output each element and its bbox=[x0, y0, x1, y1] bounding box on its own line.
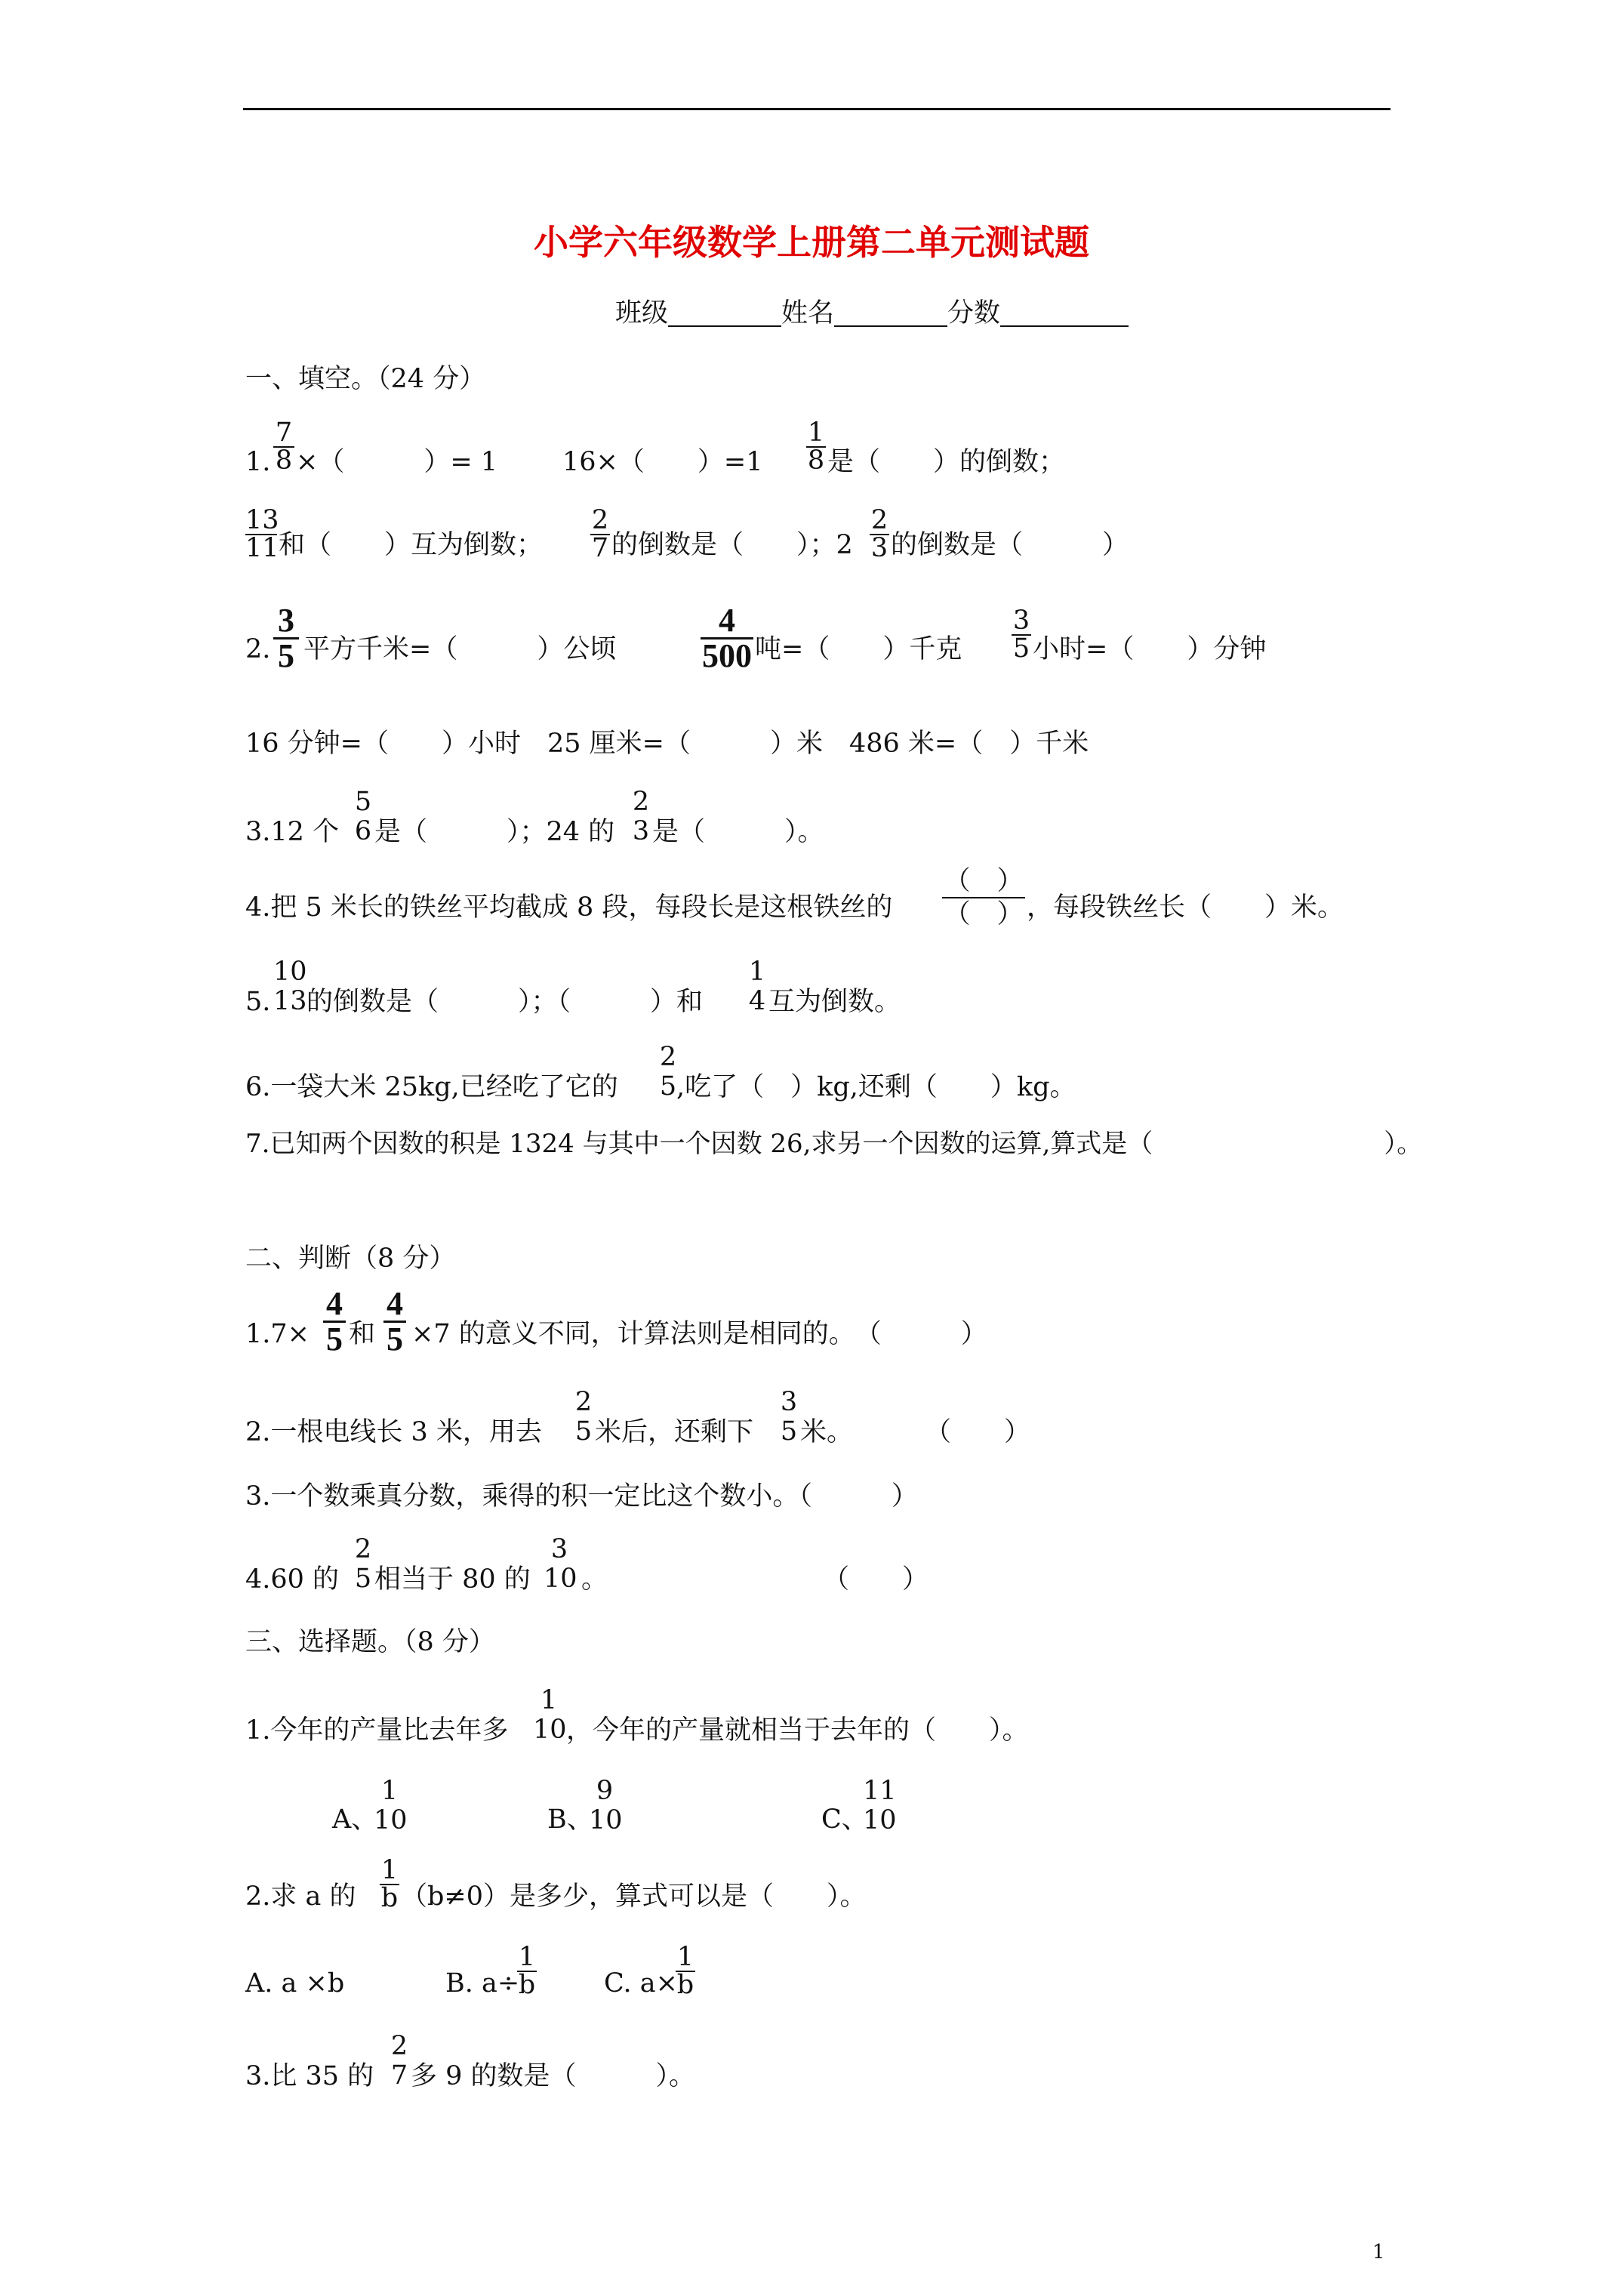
fraction-4-500-bold: 4 500 bbox=[702, 602, 752, 674]
q1-text-1: ×（ ）= 1 bbox=[296, 447, 498, 477]
fraction-4-5-bold-a: 4 5 bbox=[323, 1287, 346, 1356]
header-rule bbox=[243, 108, 1390, 110]
q1b-text-3: 的倒数是（ ） bbox=[891, 530, 1129, 560]
q1b-text-2: 的倒数是（ ）；2 bbox=[611, 530, 853, 560]
fraction-2-3b: 2 3 bbox=[632, 787, 650, 846]
fraction-2-5-j2: 2 5 bbox=[574, 1387, 593, 1447]
j1-text-2: 和 bbox=[349, 1319, 376, 1349]
student-info-line bbox=[615, 298, 1129, 327]
q5-text-2: 的倒数是（ ）；（ ）和 bbox=[306, 987, 704, 1017]
fraction-2-3: 2 3 bbox=[870, 505, 888, 563]
c1-option-a-label[interactable]: A、 bbox=[332, 1804, 378, 1835]
q1-text-2: 16×（ ）=1 bbox=[562, 447, 763, 477]
q7-text: 7.已知两个因数的积是 1324 与其中一个因数 26,求另一个因数的运算,算式是（ ）。 bbox=[245, 1129, 1423, 1159]
j2-text-1: 2.一根电线长 3 米，用去 bbox=[245, 1417, 542, 1447]
score-blank[interactable] bbox=[1000, 298, 1129, 327]
name-blank[interactable] bbox=[834, 298, 947, 327]
fraction-2-7: 2 7 bbox=[591, 505, 609, 563]
fraction-blank-blank[interactable]: （ ） （ ） bbox=[942, 868, 1025, 928]
q2-prefix: 2. bbox=[245, 634, 271, 664]
fraction-2-5: 2 5 bbox=[659, 1042, 677, 1102]
fraction-2-5-j4: 2 5 bbox=[354, 1534, 372, 1594]
c2-text-1: 2.求 a 的 bbox=[245, 1881, 356, 1912]
fraction-1-b: 1 b bbox=[380, 1855, 399, 1913]
j2-text-3: 米。 bbox=[800, 1417, 854, 1447]
q2b-text: 16 分钟=（ ）小时 25 厘米=（ ）米 486 米=（ ）千米 bbox=[245, 729, 1089, 759]
c1-option-b-label[interactable]: B、 bbox=[547, 1804, 593, 1835]
fraction-5-6: 5 6 bbox=[354, 787, 372, 846]
section-2-heading: 二、判断（8 分） bbox=[245, 1244, 456, 1274]
j4-text-2: 相当于 80 的 bbox=[374, 1564, 531, 1595]
c1-option-b-fraction: 9 10 bbox=[589, 1776, 623, 1835]
section-3-heading: 三、选择题。（8 分） bbox=[245, 1627, 495, 1657]
class-blank[interactable] bbox=[668, 298, 781, 327]
fraction-13-11: 13 11 bbox=[245, 505, 279, 563]
q4-text-2: ，每段铁丝长（ ）米。 bbox=[1027, 892, 1344, 923]
fraction-3-5-j2: 3 5 bbox=[780, 1387, 798, 1447]
q5-text-3: 互为倒数。 bbox=[768, 987, 901, 1017]
page-title: 小学六年级数学上册第二单元测试题 bbox=[534, 222, 1089, 263]
c3-text-2: 多 9 的数是（ ）。 bbox=[411, 2061, 696, 2091]
c2-option-a[interactable]: A. a ×b bbox=[245, 1968, 345, 1999]
j3-text: 3.一个数乘真分数，乘得的积一定比这个数小。（ ） bbox=[245, 1481, 918, 1512]
q4-text-1: 4.把 5 米长的铁丝平均截成 8 段，每段长是这根铁丝的 bbox=[245, 892, 893, 923]
c1-text-1: 1.今年的产量比去年多 bbox=[245, 1715, 509, 1746]
c2-option-b-fraction: 1 b bbox=[518, 1942, 536, 2000]
fraction-3-5: 3 5 bbox=[1012, 606, 1030, 664]
q2-text-3: 小时=（ ）分钟 bbox=[1033, 634, 1267, 664]
c1-option-a-fraction: 1 10 bbox=[374, 1776, 408, 1835]
c2-option-b[interactable]: B. a÷ bbox=[445, 1968, 520, 1999]
score-label: 分数 bbox=[947, 298, 1001, 328]
q3-text-2: 是（ ）；24 的 bbox=[374, 817, 615, 847]
q5-prefix: 5. bbox=[245, 987, 271, 1017]
j4-text-3: 。 bbox=[581, 1564, 608, 1595]
fraction-3-10: 3 10 bbox=[544, 1534, 577, 1594]
c2-option-c[interactable]: C. a× bbox=[604, 1968, 678, 1999]
c2-option-c-fraction: 1 b bbox=[676, 1942, 694, 2000]
c3-text-1: 3.比 35 的 bbox=[245, 2061, 374, 2091]
fraction-2-7-c3: 2 7 bbox=[390, 2031, 408, 2091]
j4-text-1: 4.60 的 bbox=[245, 1564, 340, 1595]
name-label: 姓名 bbox=[781, 298, 835, 328]
q6-text-1: 6.一袋大米 25kg,已经吃了它的 bbox=[245, 1072, 618, 1102]
c1-option-c-fraction: 11 10 bbox=[863, 1776, 897, 1835]
c2-text-2: （b≠0）是多少，算式可以是（ ）。 bbox=[401, 1881, 867, 1912]
q3-text-1: 3.12 个 bbox=[245, 817, 340, 847]
c1-text-2: ，今年的产量就相当于去年的（ ）。 bbox=[566, 1715, 1029, 1746]
q2-text-1: 平方千米=（ ）公顷 bbox=[303, 634, 617, 664]
j4-bracket[interactable]: （ ） bbox=[823, 1564, 929, 1595]
q6-text-2: ,吃了（ ）kg,还剩（ ）kg。 bbox=[676, 1072, 1076, 1102]
q1-prefix: 1. bbox=[245, 447, 271, 477]
fraction-1-10: 1 10 bbox=[533, 1685, 567, 1745]
j1-text-1: 1.7× bbox=[245, 1319, 310, 1349]
q1b-text-1: 和（ ）互为倒数； bbox=[279, 530, 544, 560]
fraction-7-8: 7 8 bbox=[273, 420, 294, 474]
fraction-3-5-bold: 3 5 bbox=[273, 604, 299, 673]
q2-text-2: 吨=（ ）千克 bbox=[755, 634, 962, 664]
class-label: 班级 bbox=[615, 298, 669, 328]
q1-text-3: 是（ ）的倒数； bbox=[827, 447, 1066, 477]
fraction-10-13: 10 13 bbox=[273, 957, 307, 1016]
fraction-1-4: 1 4 bbox=[748, 957, 766, 1016]
j1-text-3: ×7 的意义不同，计算法则是相同的。 （ ） bbox=[411, 1319, 987, 1349]
fraction-1-8: 1 8 bbox=[807, 418, 825, 476]
section-1-heading: 一、填空。（24 分） bbox=[245, 364, 486, 394]
j2-text-2: 米后，还剩下 bbox=[595, 1417, 754, 1447]
page-number: 1 bbox=[1372, 2241, 1385, 2264]
q3-text-3: 是（ ）。 bbox=[652, 817, 824, 847]
j2-bracket[interactable]: （ ） bbox=[925, 1417, 1031, 1447]
fraction-4-5-bold-b: 4 5 bbox=[383, 1287, 406, 1356]
c1-option-c-label[interactable]: C、 bbox=[821, 1804, 868, 1835]
